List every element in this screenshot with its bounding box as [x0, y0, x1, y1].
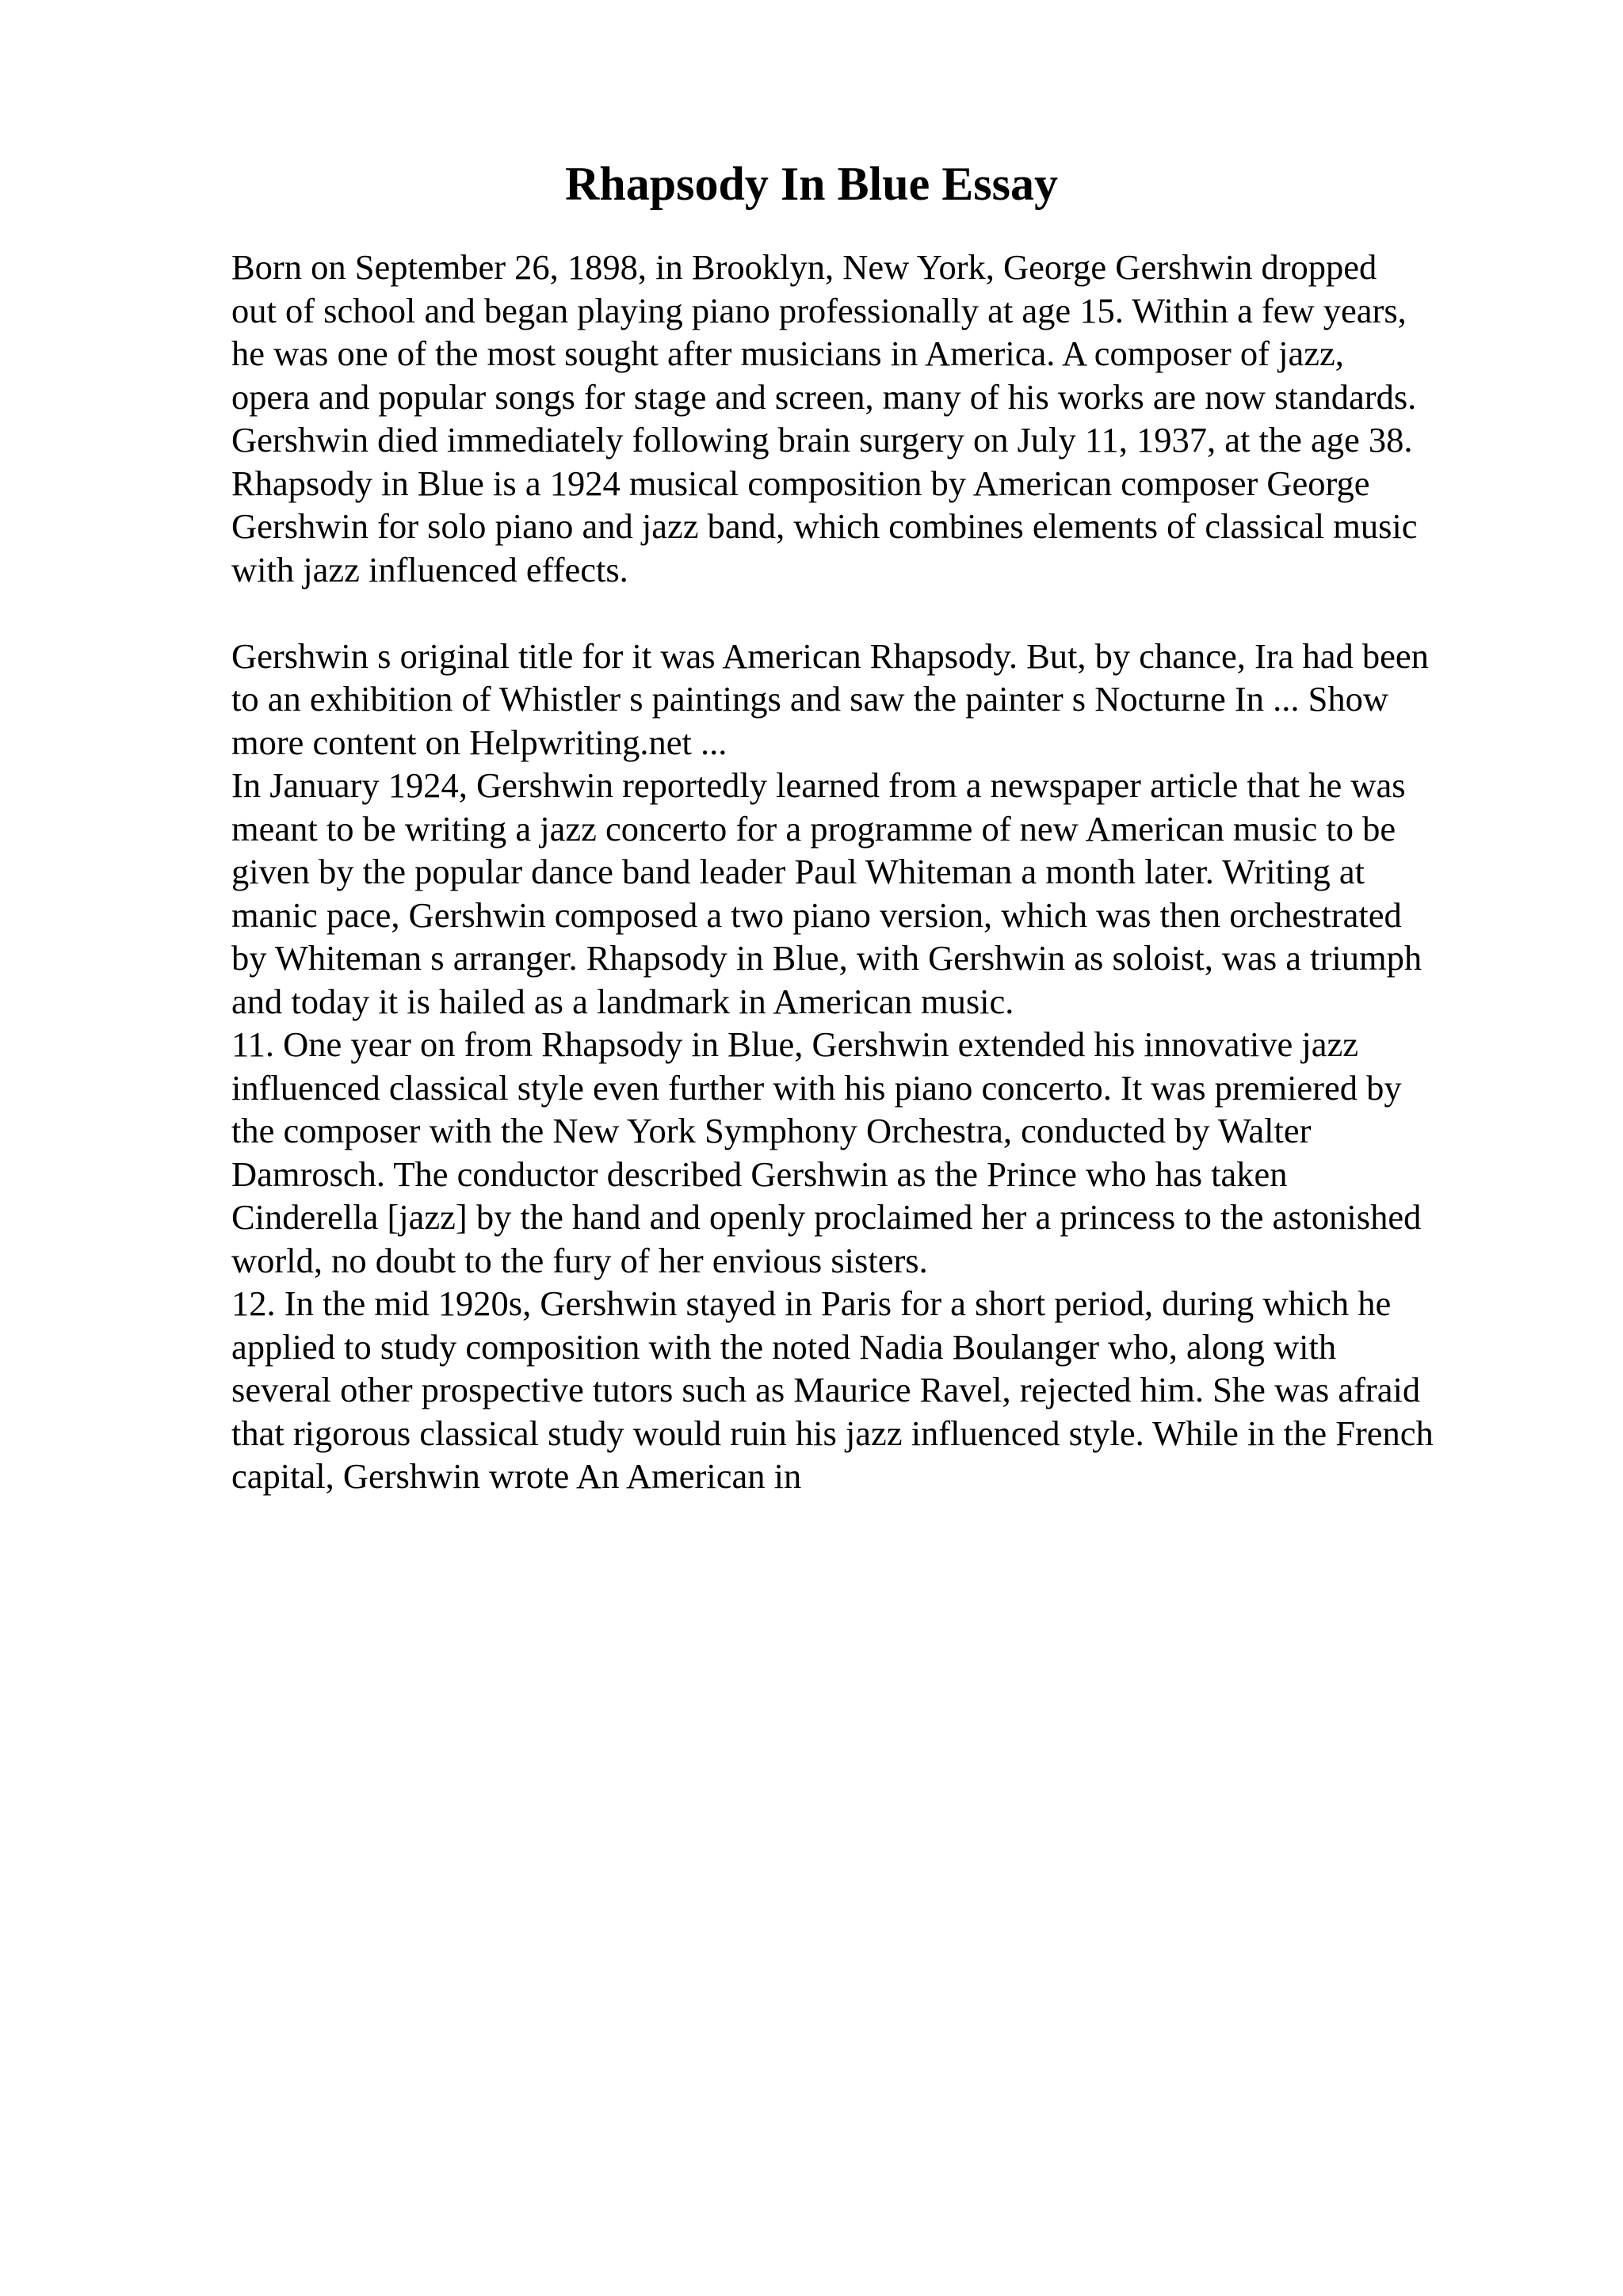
body-line: several other prospective tutors such as Maurice Ravel, rejected him. She was afraid [231, 1370, 1421, 1409]
body-line: 11. One year on from Rhapsody in Blue, Gershwin extended his innovative jazz [231, 1024, 1359, 1064]
document-body [231, 246, 1499, 1498]
body-line: In January 1924, Gershwin reportedly learned from a newspaper article that he was [231, 765, 1406, 805]
body-line: to an exhibition of Whistler s paintings and saw the painter s Nocturne In ... Show [231, 679, 1389, 719]
body-line: world, no doubt to the fury of her envious sisters. [231, 1240, 928, 1280]
body-line: Rhapsody in Blue is a 1924 musical composition by American composer George [231, 463, 1370, 503]
body-line: manic pace, Gershwin composed a two piano version, which was then orchestrated [231, 894, 1402, 935]
body-line: opera and popular songs for stage and screen, many of his works are now standards. [231, 376, 1417, 417]
body-line: applied to study composition with the noted Nadia Boulanger who, along with [231, 1326, 1337, 1367]
body-line: with jazz influenced effects. [231, 549, 628, 589]
body-line: given by the popular dance band leader Paul Whiteman a month later. Writing at [231, 852, 1365, 891]
body-line: Gershwin died immediately following brain surgery on July 11, 1937, at the age 38. [231, 420, 1413, 460]
body-line: and today it is hailed as a landmark in American music. [231, 981, 1014, 1021]
body-line: Gershwin for solo piano and jazz band, which combines elements of classical music [231, 506, 1418, 546]
body-line: Gershwin s original title for it was American Rhapsody. But, by chance, Ira had been [231, 635, 1429, 676]
body-line: that rigorous classical study would ruin his jazz influenced style. While in the French [231, 1413, 1434, 1453]
body-line: meant to be writing a jazz concerto for a programme of new American music to be [231, 808, 1396, 849]
body-line: influenced classical style even further with his piano concerto. It was premiered by [231, 1067, 1402, 1108]
body-line: the composer with the New York Symphony Orchestra, conducted by Walter [231, 1111, 1312, 1150]
body-line: Damrosch. The conductor described Gershwin as the Prince who has taken [231, 1154, 1288, 1194]
body-line: more content on Helpwriting.net ... [231, 722, 727, 762]
body-line: Born on September 26, 1898, in Brooklyn, New York, George Gershwin dropped [231, 247, 1377, 287]
body-line: Cinderella [jazz] by the hand and openly proclaimed her a princess to the astonished [231, 1197, 1422, 1237]
document-title: Rhapsody In Blue Essay [565, 158, 1058, 210]
body-line: out of school and began playing piano professionally at age 15. Within a few years, [231, 290, 1407, 330]
body-line: capital, Gershwin wrote An American in [231, 1456, 802, 1496]
body-line: he was one of the most sought after musicians in America. A composer of jazz, [231, 334, 1344, 373]
body-line: by Whiteman s arranger. Rhapsody in Blue, with Gershwin as soloist, was a triumph [231, 938, 1423, 978]
paragraph-break [231, 591, 1499, 635]
body-line: 12. In the mid 1920s, Gershwin stayed in Paris for a short period, during which he [231, 1283, 1392, 1323]
